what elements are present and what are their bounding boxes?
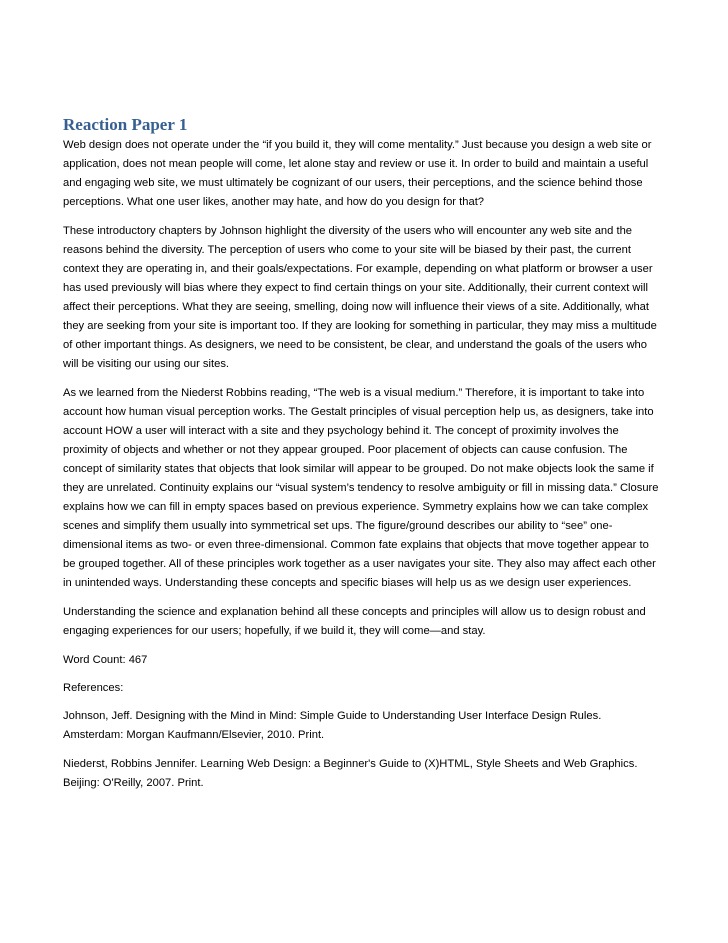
paragraph-johnson: These introductory chapters by Johnson highlight the diversity of the users who will encounter any web site and the reasons behind the diversity. The perception of users who come to your site will be biased by their past, the current context they are operating in, and their goals/expectations. For example, depending on what platform or browser a user has used previously will bias where they expect to find certain things on your site. Additionally, their current context will affect their perceptions. What they are seeing, smelling, doing now will influence their views of a site. Additionally, what they are seeking from your site is important too. If they are looking for something in particular, they may miss a multitude of other important things. As designers, we need to be consistent, be clear, and understand the goals of the users who will be visiting our using our sites. xyxy=(63,225,657,370)
reference-item-niederst: Niederst, Robbins Jennifer. Learning Web Design: a Beginner's Guide to (X)HTML, Style Sheets and Web Graphics. Beijing: O'Reilly, 2007. Print. xyxy=(63,758,638,789)
paragraph-gestalt: As we learned from the Niederst Robbins reading, “The web is a visual medium.” Therefore, it is important to take into account how human visual perception works. The Gestalt principles of visual perception help us, as designers, take into account HOW a user will interact with a site and they psychology behind it. The concept of proximity involves the proximity of objects and whether or not they appear grouped. Poor placement of objects can cause confusion. The concept of similarity states that objects that look similar will appear to be grouped. Do not make objects look the same if they are unrelated. Continuity explains our “visual system’s tendency to resolve ambiguity or fill in missing data.” Closure explains how we can fill in empty spaces based on previous experience. Symmetry explains how we can take complex scenes and simplify them usually into symmetrical set ups. The figure/ground describes our ability to “see” one-dimensional items as two- or even three-dimensional. Common fate explains that objects that move together appear to be grouped together. All of these principles work together as a user navigates your site. They also may affect each other in unintended ways. Understanding these concepts and specific biases will help us as we design user experiences. xyxy=(63,387,659,589)
paragraph-intro: Web design does not operate under the “if you build it, they will come mentality.” Just because you design a web site or application, does not mean people will come, let alone stay and review or use it. In order to build and maintain a useful and engaging web site, we must ultimately be cognizant of our users, their perceptions, and the science behind those perceptions. What one user likes, another may hate, and how do you design for that? xyxy=(63,139,652,208)
document-title: Reaction Paper 1 xyxy=(63,115,188,134)
references-heading: References: xyxy=(63,682,124,694)
word-count: Word Count: 467 xyxy=(63,654,148,666)
paragraph-conclusion: Understanding the science and explanation behind all these concepts and principles will allow us to design robust and engaging experiences for our users; hopefully, if we build it, they will come—and stay. xyxy=(63,606,646,637)
document-body xyxy=(63,114,663,803)
reference-item-johnson: Johnson, Jeff. Designing with the Mind in Mind: Simple Guide to Understanding User Interface Design Rules. Amsterdam: Morgan Kaufmann/Elsevier, 2010. Print. xyxy=(63,710,602,741)
